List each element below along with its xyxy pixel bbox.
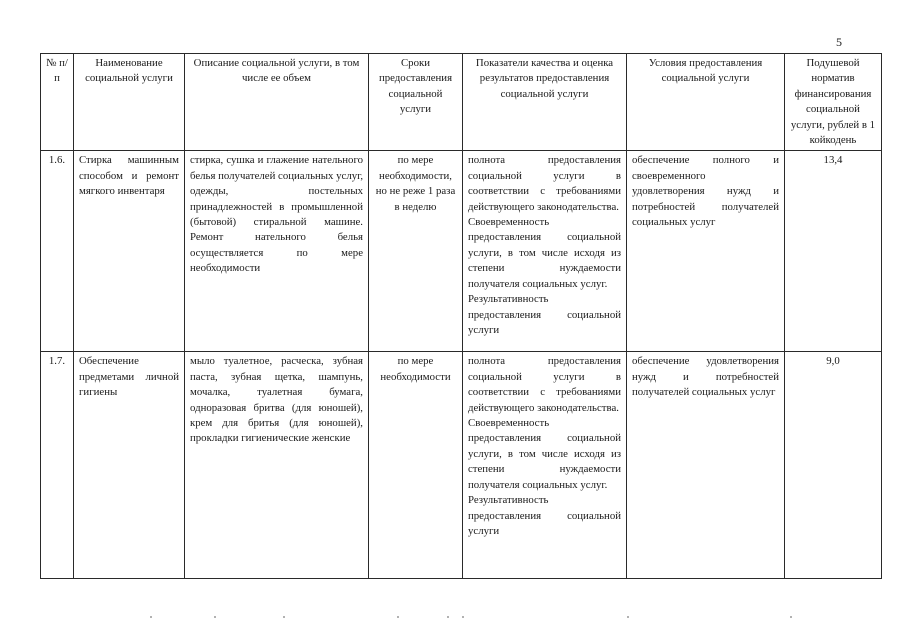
service-conditions: обеспечение удовлетворения нужд и потребностей получателей социальных услуг [627,352,785,579]
quality-completeness: полнота предоставления социальной услуги в соответствии с требованиями действующего законодательства. [468,154,621,213]
services-table [40,53,882,579]
scan-artifacts [0,610,905,630]
row-number: 1.6. [41,151,74,352]
row-number: 1.7. [41,352,74,579]
header-description: Описание социальной услуги, в том числе ее объем [185,54,369,151]
quality-indicators [463,352,627,579]
service-terms: по мере необходимости [369,352,463,579]
service-name: Стирка машинным способом и ремонт мягкого инвентаря [74,151,185,352]
header-conditions: Условия предоставления социальной услуги [627,54,785,151]
header-service-name: Наименование социальной услуги [74,54,185,151]
quality-timeliness: Своевременность предоставления социальной услуги, в том числе исходя из степени нуждаемости получателя социальных услуг. [468,216,621,290]
service-norm: 13,4 [785,151,882,352]
quality-effectiveness: Результативность предоставления социальной услуги [468,494,621,537]
service-description: стирка, сушка и глажение нательного белья получателей социальных услуг, одежды, постельных принадлежностей в промышленной (бытовой) стиральной машине. Ремонт нательного белья осуществляется по мере необходимости [185,151,369,352]
service-terms: по мере необходимости, но не реже 1 раза в неделю [369,151,463,352]
service-description: мыло туалетное, расческа, зубная паста, зубная щетка, шампунь, мочалка, туалетная бумага, одноразовая бритва (для юношей), крем для бритья (для юношей), прокладки гигиенические женские [185,352,369,579]
quality-completeness: полнота предоставления социальной услуги в соответствии с требованиями действующего законодательства. [468,355,621,414]
quality-timeliness: Своевременность предоставления социальной услуги, в том числе исходя из степени нуждаемости получателя социальных услуг. [468,417,621,491]
table-row [41,151,882,352]
header-number: № п/п [41,54,74,151]
quality-indicators [463,151,627,352]
page-number: 5 [836,35,842,49]
table-row [41,352,882,579]
header-norm: Подушевой норматив финансирования социальной услуги, рублей в 1 койкодень [785,54,882,151]
service-name: Обеспечение предметами личной гигиены [74,352,185,579]
quality-effectiveness: Результативность предоставления социальной услуги [468,293,621,336]
header-terms: Сроки предоставления социальной услуги [369,54,463,151]
table-header-row [41,54,882,151]
service-norm: 9,0 [785,352,882,579]
header-quality: Показатели качества и оценка результатов предоставления социальной услуги [463,54,627,151]
service-conditions: обеспечение полного и своевременного удовлетворения нужд и потребностей получателей социальных услуг [627,151,785,352]
